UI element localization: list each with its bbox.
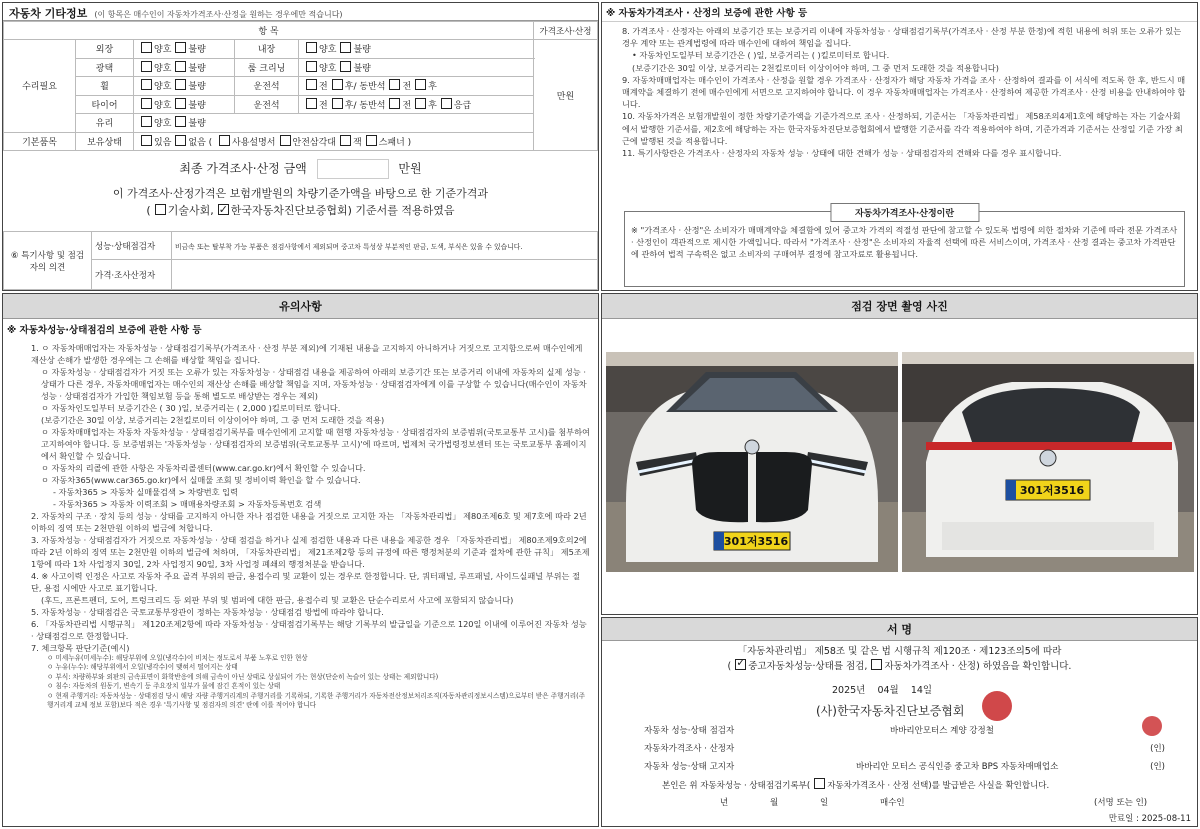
note-item: ㅇ 자동차인도일부터 보증기간은 ( 30 )일, 보증거리는 ( 2,000 )킬로미터로 합니다. [41,403,341,413]
perf-inspector-label: 성능·상태점검자 [92,232,172,260]
vehicle-other-info-panel [2,2,599,291]
opinion-label: ⑥ 특기사항 및 점검자의 의견 [4,232,92,290]
perf-inspector-opinion: 비금속 또는 탈부착 가능 부품은 점검사항에서 제외되며 중고차 특성상 부분적인 판금, 도색, 부식은 있을 수 있습니다. [172,232,598,260]
note-item: ㅇ 자동차365(www.car365.go.kr)에서 실매물 조회 및 정비이력 확인을 할 수 있습니다. [41,475,361,485]
good-checkbox[interactable] [141,61,152,72]
possession-label: 보유상태 [76,132,134,151]
buyer-price-checkbox[interactable] [814,778,825,789]
row-label: 광택 [76,58,134,77]
rear-checkbox[interactable] [332,98,343,109]
price-inspector-label: 가격·조사산정자 [92,260,172,290]
car-front-image [606,352,898,572]
association-name: (사)한국자동차진단보증협회 [816,704,965,718]
note-item: 6. 「자동차관리법 시행규칙」 제120조제2항에 따라 자동차성능 · 상태점검기록부는 해당 기록부의 발급일을 기준으로 120일 이내에 이루어진 자동차 성능 · 상태점검으로 한정합니다. [31,619,587,641]
sign-row-notifier: 자동차 성능·상태 고지자 바바리안 모터스 공식인증 중고차 BPS 자동차매매업소 (인) [644,762,1165,772]
repair-needed-label: 수리필요 [4,40,76,133]
front-plate-text: 301저3516 [723,535,789,548]
notes-panel [2,293,599,827]
photos-panel [601,293,1198,615]
price-definition-title: 자동차가격조사·산정이란 [830,203,979,222]
notes-section-title: ※ 자동차성능·상태점검의 보증에 관한 사항 등 [7,325,202,336]
good-checkbox[interactable] [141,42,152,53]
row-label: 휠 [76,77,134,96]
tech-society-checkbox[interactable] [155,204,166,215]
criteria-item: ㅇ 부식: 차량하부와 외판의 금속표면이 화학반응에 의해 금속이 아닌 상태로 상실되어 가는 현상(단순히 녹슬어 있는 상태는 제외합니다) [47,672,439,681]
bad-checkbox[interactable] [340,42,351,53]
sign-row-inspector: 자동차 성능·상태 점검자 바바리안모터스 계양 강정철 [644,726,994,736]
sign-row-buyer: 년 월 일 매수인 (서명 또는 인) [720,798,1148,808]
spare-checkbox[interactable] [441,98,452,109]
other-info-table [3,21,598,151]
position-checks: 전 후/ 동반석 전 후 응급 [299,95,534,114]
note-item: 3. 자동차성능 · 상태점검자가 거짓으로 자동차성능 · 상태 점검을 하거나 실제 점검한 내용과 다른 내용을 제공한 경우 「자동차관리법」 제80조제9호의2에 따라 2년 이하의 징역 또는 2천만원 이하의 벌금에 처하며, 「자동차관리법」 제21조제2항 등의 규정에 따른 행정처분의 기준과 절차에 관한 규칙」 제5조제1항에 따라 1차 사업정지 30일, 2차 사업정지 90일, 3차 사업정 폐쇄의 행정처분을 받습니다. [31,535,590,569]
price-basis-text: 이 가격조사·산정가격은 보험개발원의 차량기준가액을 바탕으로 한 기준가격과 ( 기술사회,✓ 한국자동차진단보증협회) 기준서를 적용하였음 [3,185,598,219]
rear-plate-text: 301저3516 [1019,484,1085,497]
criteria-item: ㅇ 현재 주행거리: 자동차성능 · 상태점검 당시 해당 자량 주행거리계의 주행거리를 기록하되, 기록한 주행거리가 자동차전산정보처리조직(자동차관리정보시스템)으로부터 받은 주행거리(주행거리계 교체 정보 포함)보다 적은 경우 '특기사항 및 점검자의 의견' 란에 이를 적어야 합니다 [47,691,586,710]
note-item: (보증기간은 30일 이상, 보증거리는 2천킬로미터 이상이어야 하며, 그 중 먼저 도래한 것을 적용) [41,415,385,425]
other-info-title: 자동차 기타정보 [9,7,88,20]
sign-row-buyer-confirm: 본인은 위 자동차성능 · 상태점검기록부( 자동차가격조사 · 산정 선택)를 발급받은 사실을 확인합니다. [662,778,1187,791]
perf-inspection-checkbox[interactable] [735,659,746,670]
row-label: 룸 크리닝 [235,58,299,77]
check-group: 양호 불량 [134,95,235,114]
row-label: 운전석 [235,95,299,114]
note-item: ㅇ 자동차의 리콜에 관한 사항은 자동차리콜센터(www.car.go.kr)에서 확인할 수 있습니다. [41,463,366,473]
bad-checkbox[interactable] [175,116,186,127]
rear-checkbox[interactable] [415,98,426,109]
row-label: 유리 [76,114,134,133]
note-item: ㅇ 자동차매매업자는 자동차 자동차성능 · 상태점검기록부를 매수인에게 고지할 때 현행 자동차성능 · 상태점검자의 보증범위(국토교통부 고시)를 첨부하여 고지하여야 합니다. 등 보증범위는 '자동차성능 · 상태점검자의 보증범위(국토교통부 고시)'에 따르며, 법제처 국가법령정보센터 또는 국토교통부 홈페이지에서 확인할 수 있습니다. [41,427,590,461]
have-checkbox[interactable] [141,135,152,146]
col-item-header: 항 목 [4,22,534,40]
criteria-list [3,654,598,710]
other-info-note: (이 항목은 매수인이 자동차가격조사·산정을 원하는 경우에만 적습니다) [94,10,343,19]
photos-header: 점검 장면 촬영 사진 [602,294,1197,319]
car-front-photo [606,352,898,572]
front-checkbox[interactable] [306,98,317,109]
row-label: 내장 [235,40,299,59]
note-item: ㅇ 자동차성능 · 상태점검자가 거짓 또는 오류가 있는 자동차성능 · 상태점검 내용을 제공하여 아래의 보증기간 또는 보증거리 이내에 자동차의 실제 성능 · 상태가 다른 경우, 자동차매매업자는 매수인의 재산상 손해를 배상할 책임을 지며, 자동차성능 · 상태점검자에게 이를 구상할 수 있습니다(매수인이 자동차성능 · 상태점검자가 가입한 책임보험 등을 통해 별도로 배상받는 경우는 제외) [41,367,587,401]
note-item: - 자동차365 > 자동차 이력조회 > 매매용차량조회 > 자동차등록번호 검색 [53,499,322,509]
check-group: 양호 불량 [299,40,534,59]
note-item: 5. 자동차성능 · 상태점검은 국토교통부장관이 정하는 자동차성능 · 상태점검 방법에 따라야 합니다. [31,607,384,617]
none-checkbox[interactable] [175,135,186,146]
sign-row-price: 자동차가격조사 · 산정자 (인) [644,744,1165,754]
note-item: 7. 체크항목 판단기준(예시) [31,643,130,653]
basic-items-checks: 있음 없음 ( 사용설명서 안전삼각대 잭 스패너 ) [134,132,534,151]
col-price-header: 가격조사·산정 [534,22,598,40]
price-unit: 만원 [534,40,598,151]
good-checkbox[interactable] [141,116,152,127]
note-item: - 자동차365 > 자동차 실매물검색 > 차량번호 입력 [53,487,238,497]
front-checkbox[interactable] [389,98,400,109]
final-price-input[interactable] [317,159,389,179]
bad-checkbox[interactable] [340,61,351,72]
signature-law-text: 「자동차관리법」 제58조 및 같은 법 시행규칙 제120조 · 제123조의5에 따라 (✓ 중고자동차성능·상태를 점검, 자동차가격조사 · 산정) 하였음을 확인합니다. [602,645,1197,674]
check-group: 양호 불량 [299,58,534,77]
good-checkbox[interactable] [306,61,317,72]
position-checks: 전 후/ 동반석 전 후 [299,77,534,96]
good-checkbox[interactable] [141,79,152,90]
rear-checkbox[interactable] [415,79,426,90]
check-group: 양호 불량 [134,114,534,133]
bad-checkbox[interactable] [175,98,186,109]
price-definition-box [624,211,1185,287]
note-item: (후드, 프론트펜더, 도어, 트렁크리드 등 외판 부위 및 범퍼에 대한 판금, 용접수리 및 교환은 단순수리로서 사고에 포함되지 않습니다) [41,595,514,605]
note-item: 1. ㅇ 자동차매매업자는 자동차성능 · 상태점검기록부(가격조사 · 산정 부분 제외)에 기재된 내용을 고지하지 아니하거나 거짓으로 고지함으로써 매수인에게 재산상 손해가 발생한 경우에는 그 손해를 배상할 책임을 집니다. [31,343,583,365]
row-label: 타이어 [76,95,134,114]
criteria-item: ㅇ 미세누유(미세누수): 해당부위에 오일(냉각수)이 비치는 정도로서 부품 노후로 인한 현상 [47,654,308,662]
final-price-row: 최종 가격조사·산정 금액 만원 [3,159,598,179]
price-definition-text: ※ "가격조사 · 산정"은 소비자가 매매계약을 체결함에 있어 중고차 가격의 적절성 판단에 참고할 수 있도록 법령에 의한 절차와 기준에 따라 전문 가격조사 · 산정인이 객관적으로 제시한 가액입니다. 따라서 "가격조사 · 산정"은 소비자의 자율적 선택에 따른 서비스이며, 가격조사 · 산정 결과는 중고차 가격판단에 관하여 법적 구속력은 없고 소비자의 구매여부 결정에 참고자료로 활용됩니다. [631,225,1178,260]
good-checkbox[interactable] [141,98,152,109]
front-checkbox[interactable] [389,79,400,90]
front-checkbox[interactable] [306,79,317,90]
price-warranty-title: ※ 자동차가격조사 · 산정의 보증에 관한 사항 등 [602,3,1197,22]
price-inspector-opinion [172,260,598,290]
car-rear-image [902,352,1194,572]
notes-header: 유의사항 [3,294,598,319]
note-item: 4. ※ 사고이력 인정은 사고로 자동차 주요 골격 부위의 판금, 용접수리 및 교환이 있는 경우로 한정합니다. 단, 쿼터패널, 루프패널, 사이드실패널 부위는 절단, 용접 시에만 사고로 표기합니다. [31,571,580,593]
manual-checkbox[interactable] [219,135,230,146]
basic-items-label: 기본품목 [4,132,76,151]
spanner-checkbox[interactable] [366,135,377,146]
rear-checkbox[interactable] [332,79,343,90]
bad-checkbox[interactable] [175,42,186,53]
row-label: 운전석 [235,77,299,96]
row-label: 외장 [76,40,134,59]
check-group: 양호 불량 [134,77,235,96]
triangle-checkbox[interactable] [280,135,291,146]
price-inspection-checkbox[interactable] [871,659,882,670]
association-stamp [982,691,1012,721]
jack-checkbox[interactable] [340,135,351,146]
signature-date: 2025년 04월 14일 [832,685,933,696]
expiry-date: 만료일 : 2025-08-11 [1108,814,1191,824]
inspector-seal [1142,716,1162,736]
price-warranty-text: 8. 가격조사 · 산정자는 아래의 보증기간 또는 보증거리 이내에 자동차성능 · 상태점검기록부(가격조사 · 산정 부분 한정)에 적힌 내용에 허위 또는 오류가 있는 경우 계약 또는 관계법령에 따라 매수인에 대하여 책임을 집니다. • 자동차인도일부터 보증기간은 ( )일, 보증거리는 ( )킬로미터로 합니다. (보증기간은 30일 이상, 보증거리는 2천킬로미터 이상이어야 하며, 그 중 먼저 도래한 것을 적용합니다) 9. 자동차매매업자는 매수인이 가격조사 · 산정을 원할 경우 가격조사 · 산정자가 해당 자동차 가격을 조사 · 산정하여 결과를 이 서식에 적도록 한 후, 반드시 매매계약을 체결하기 전에 매수인에게 서면으로 고지하여야 합니다. 이 경우 자동차매매업자는 가격조사 · 산정하여 제공한 가격조사 · 산정 비용을 안내하여야 합니다. 10. 자동차가격은 보험개발원이 정한 차량기준가액을 기준가격으로 조사 · 산정하되, 기준서는 「자동차관리법」 제58조의4제1호에 해당하는 자는 기술사회에서 발행한 기준서를, 제2호에 해당하는 자는 한국자동차진단보증협회에서 발행한 기준서를 각각 적용하여야 하며, 기준가격과 기준서는 산정일 기준 가장 최근에 발행된 것을 적용합니다. 11. 특기사항란은 가격조사 · 산정자의 자동차 성능 · 상태에 대한 견해가 성능 · 상태점검자의 견해와 다를 경우 표시합니다. [622,26,1186,159]
bad-checkbox[interactable] [175,61,186,72]
note-item: 2. 자동차의 구조 · 장치 등의 성능 · 상태를 고지하지 아니한 자나 점검한 내용을 거짓으로 고지한 자는 「자동차관리법」 제80조제6호 및 제7호에 따라 2년 이하의 징역 또는 2천만원 이하의 벌금에 처합니다. [31,511,587,533]
check-group: 양호 불량 [134,58,235,77]
good-checkbox[interactable] [306,42,317,53]
criteria-item: ㅇ 누유(누수): 해당부위에서 오일(냉각수)이 맺혀서 떨어지는 상태 [47,663,238,672]
notes-list [3,339,598,654]
signature-panel [601,617,1198,827]
criteria-item: ㅇ 침수: 자동차의 원동기, 변속기 등 주요장치 일부가 물에 잠긴 흔적이 있는 상태 [47,682,281,691]
opinion-table [3,231,598,290]
car-rear-photo [902,352,1194,572]
signature-header: 서 명 [602,618,1197,641]
price-warranty-panel [601,2,1198,291]
kadia-checkbox[interactable] [218,204,229,215]
bad-checkbox[interactable] [175,79,186,90]
check-group: 양호 불량 [134,40,235,59]
